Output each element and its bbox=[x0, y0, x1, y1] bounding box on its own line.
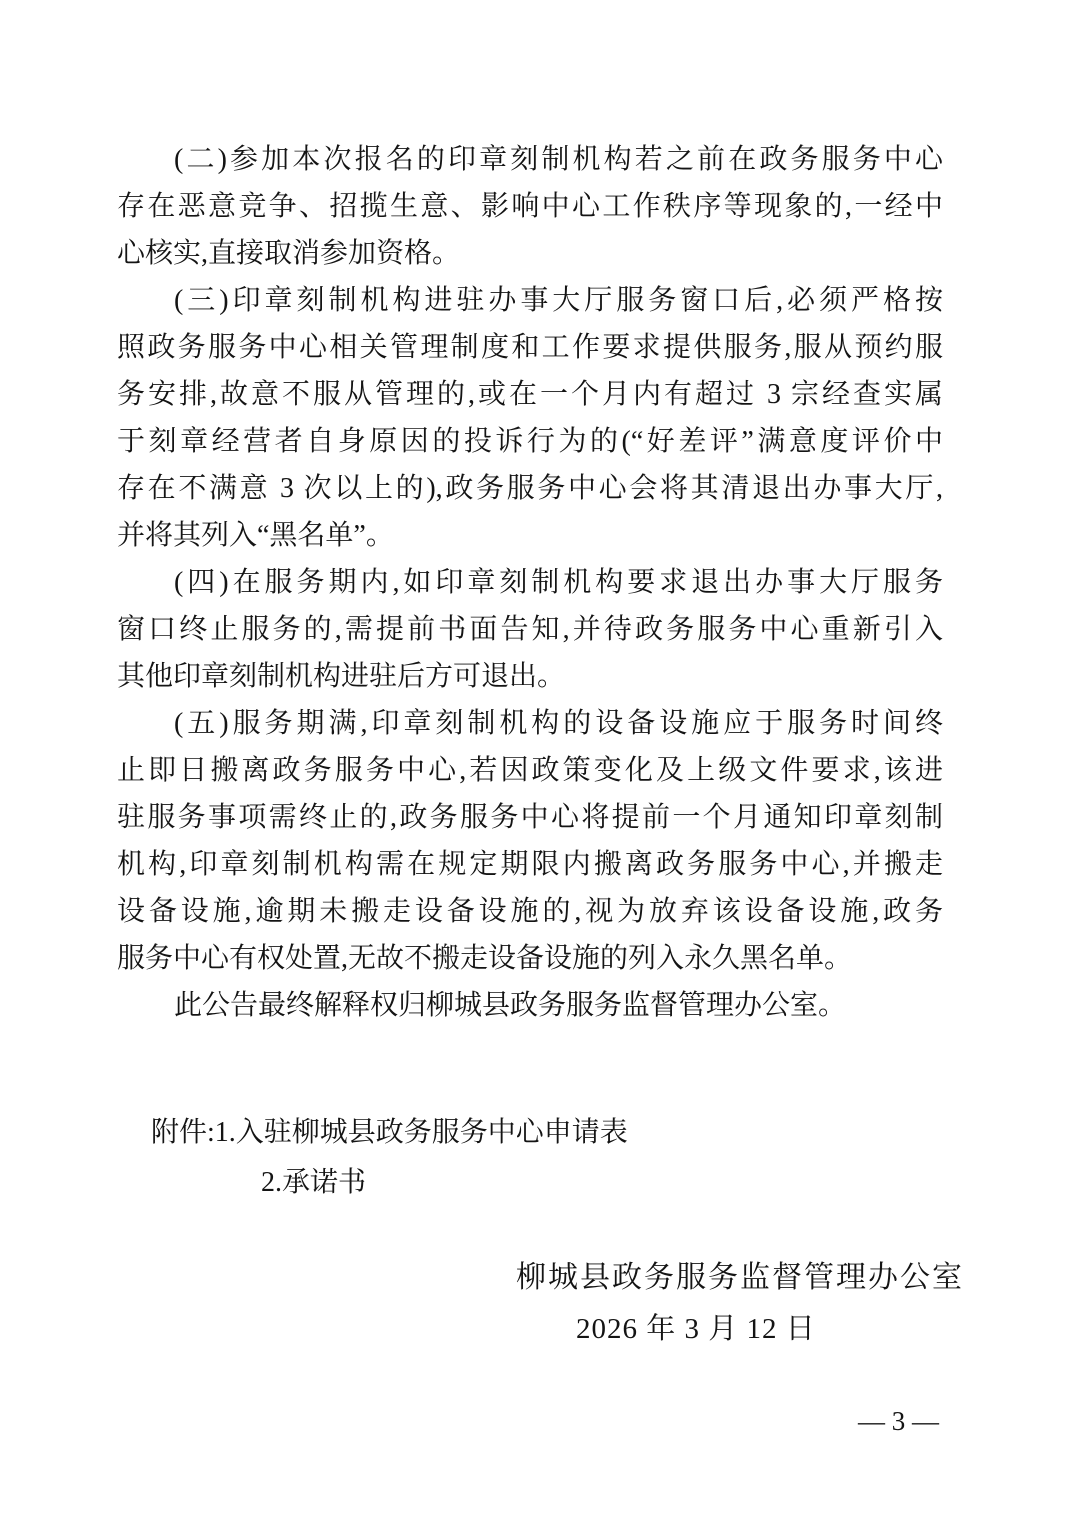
paragraph-item-4 bbox=[117, 559, 943, 700]
attachment-item-2: 2.承诺书 bbox=[261, 1167, 367, 1198]
body-line: 务安排,故意不服从管理的,或在一个月内有超过 3 宗经查实属 bbox=[117, 379, 943, 410]
document-body bbox=[117, 136, 943, 1029]
body-line: 窗口终止服务的,需提前书面告知,并待政务服务中心重新引入 bbox=[117, 614, 943, 645]
attachments-block bbox=[117, 1108, 943, 1208]
paragraph-item-2 bbox=[117, 136, 943, 277]
body-line: (五)服务期满,印章刻制机构的设备设施应于服务时间终 bbox=[174, 708, 943, 739]
body-line: 并将其列入“黑名单”。 bbox=[117, 520, 394, 551]
body-line: 存在不满意 3 次以上的),政务服务中心会将其清退出办事大厅, bbox=[117, 473, 943, 504]
body-line: 机构,印章刻制机构需在规定期限内搬离政务服务中心,并搬走 bbox=[117, 849, 943, 880]
body-line: 存在恶意竞争、招揽生意、影响中心工作秩序等现象的,一经中 bbox=[117, 191, 943, 222]
body-line: (四)在服务期内,如印章刻制机构要求退出办事大厅服务 bbox=[174, 567, 943, 598]
body-line: (二)参加本次报名的印章刻制机构若之前在政务服务中心 bbox=[174, 144, 943, 175]
body-line: 止即日搬离政务服务中心,若因政策变化及上级文件要求,该进 bbox=[117, 755, 943, 786]
page-number: — 3 — bbox=[858, 1406, 939, 1436]
paragraph-item-5 bbox=[117, 700, 943, 982]
body-line: 于刻章经营者自身原因的投诉行为的(“好差评”满意度评价中 bbox=[117, 426, 943, 457]
paragraph-item-3 bbox=[117, 277, 943, 559]
body-line: (三)印章刻制机构进驻办事大厅服务窗口后,必须严格按 bbox=[174, 285, 943, 316]
signature-organization: 柳城县政务服务监督管理办公室 bbox=[516, 1261, 964, 1294]
body-line: 其他印章刻制机构进驻后方可退出。 bbox=[117, 661, 566, 692]
body-line: 此公告最终解释权归柳城县政务服务监督管理办公室。 bbox=[174, 990, 847, 1021]
body-line: 照政务服务中心相关管理制度和工作要求提供服务,服从预约服 bbox=[117, 332, 943, 363]
attachment-item-1: 附件:1.入驻柳城县政务服务中心申请表 bbox=[151, 1117, 628, 1148]
signature-date: 2026 年 3 月 12 日 bbox=[576, 1313, 816, 1345]
body-line: 心核实,直接取消参加资格。 bbox=[117, 238, 461, 269]
paragraph-closing bbox=[117, 982, 943, 1029]
body-line: 服务中心有权处置,无故不搬走设备设施的列入永久黑名单。 bbox=[117, 943, 853, 974]
body-line: 驻服务事项需终止的,政务服务中心将提前一个月通知印章刻制 bbox=[117, 802, 943, 833]
body-line: 设备设施,逾期未搬走设备设施的,视为放弃该设备设施,政务 bbox=[117, 896, 943, 927]
